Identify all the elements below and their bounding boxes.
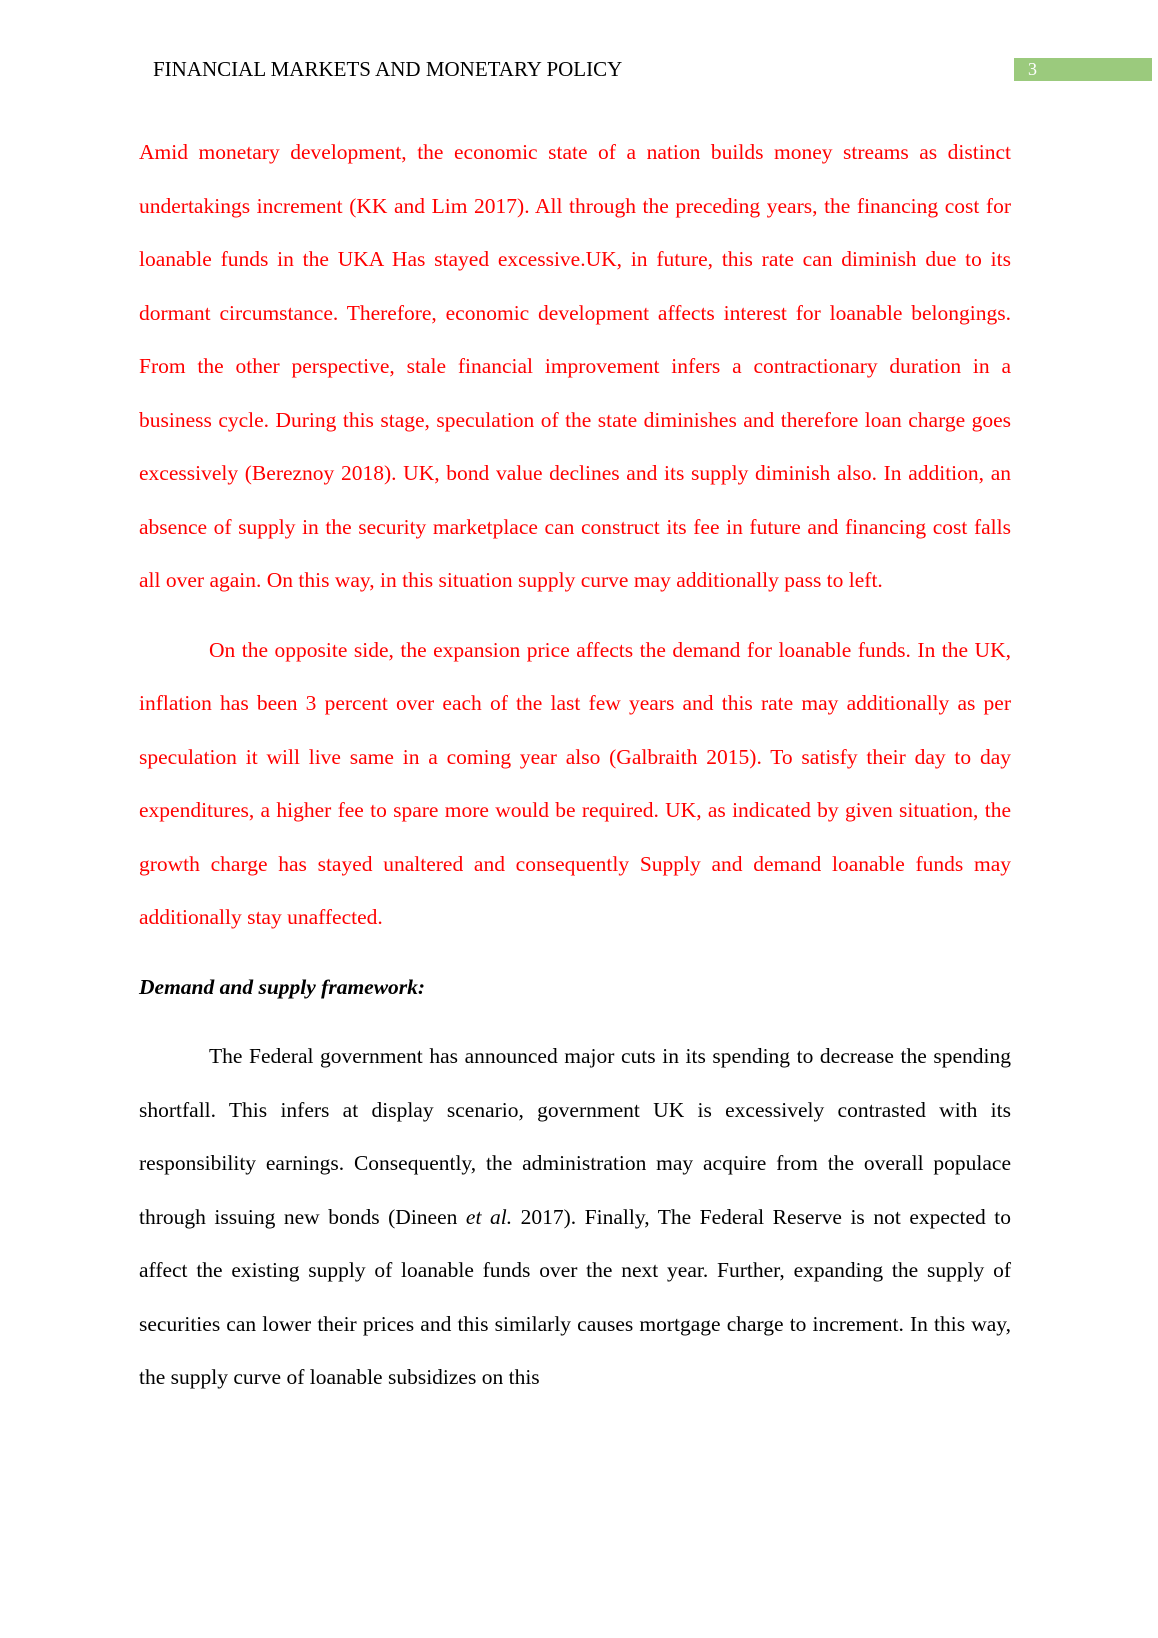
document-body: [139, 126, 1011, 1421]
paragraph-inflation: On the opposite side, the expansion price affects the demand for loanable funds. In the UK, inflation has been 3 percent over each of the last few years and this rate may additionally as per speculation it will live same in a coming year also (Galbraith 2015). To satisfy their day to day expenditures, a higher fee to spare more would be required. UK, as indicated by given situation, the growth charge has stayed unaltered and consequently Supply and demand loanable funds may additionally stay unaffected.: [139, 637, 1011, 929]
section-heading: Demand and supply framework:: [139, 974, 426, 999]
page-number-box: [1014, 58, 1152, 81]
citation-et-al: et al.: [465, 1204, 513, 1229]
page-number: 3: [1028, 59, 1037, 79]
paragraph-economic-development: Amid monetary development, the economic state of a nation builds money streams as distinct undertakings increment (KK and Lim 2017). All through the preceding years, the financing cost for loanable funds in the UKA Has stayed excessive.UK, in future, this rate can diminish due to its dormant circumstance. Therefore, economic development affects interest for loanable belongings. From the other perspective, stale financial improvement infers a contractionary duration in a business cycle. During this stage, speculation of the state diminishes and therefore loan charge goes excessively (Bereznoy 2018). UK, bond value declines and its supply diminish also. In addition, an absence of supply in the security marketplace can construct its fee in future and financing cost falls all over again. On this way, in this situation supply curve may additionally pass to left.: [139, 140, 1011, 592]
running-head: FINANCIAL MARKETS AND MONETARY POLICY: [153, 57, 623, 81]
paragraph-text-end: 2017). Finally, The Federal Reserve is not expected to affect the existing supply of loanable funds over the next year. Further, expanding the supply of securities can lower their prices and this similarly causes mortgage charge to increment. In this way, the supply curve of loanable subsidizes on this: [139, 1204, 1011, 1389]
paragraph-text-start: The Federal government has announced major cuts in its spending to decrease the spending shortfall. This infers at display scenario, government UK is excessively contrasted with its responsibility earnings. Consequently, the administration may acquire from the overall populace through issuing new bonds (Dineen: [139, 1044, 1011, 1229]
paragraph-demand-supply: [139, 1030, 1011, 1405]
page-header: [0, 56, 1158, 82]
